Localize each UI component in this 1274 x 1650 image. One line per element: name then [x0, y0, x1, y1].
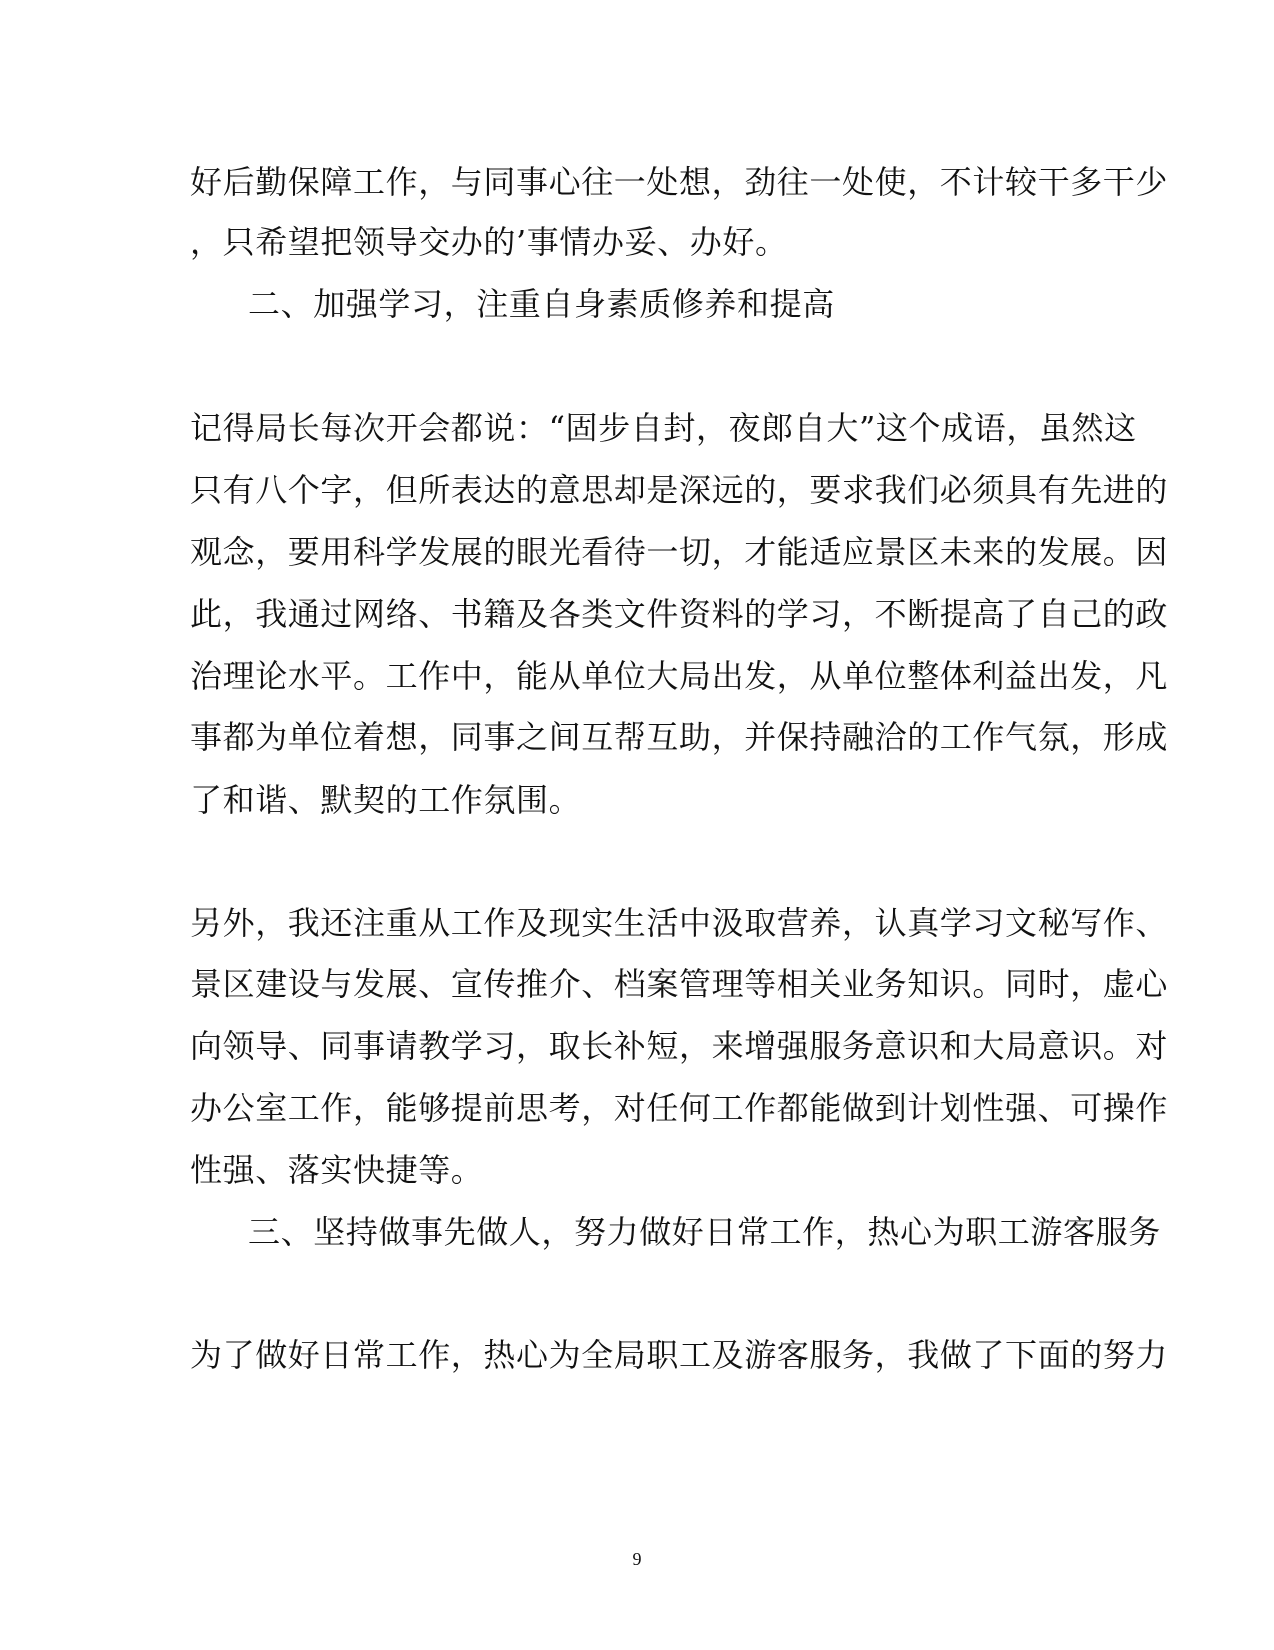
text-line: 了和谐、默契的工作氛围。	[190, 781, 582, 819]
text-line: 办公室工作，能够提前思考，对任何工作都能做到计划性强、可操作	[190, 1089, 1169, 1127]
text-line: ，只希望把领导交办的’事情办妥、办好。	[190, 223, 788, 261]
page-number: 9	[632, 1549, 642, 1569]
text-line: 性强、落实快捷等。	[190, 1151, 484, 1189]
text-line: 为了做好日常工作，热心为全局职工及游客服务，我做了下面的努力	[190, 1336, 1169, 1374]
text-line: 记得局长每次开会都说：“固步自封，夜郎自大”这个成语，虽然这	[190, 409, 1137, 447]
text-line: 此，我通过网络、书籍及各类文件资料的学习，不断提高了自己的政	[190, 595, 1169, 633]
section-heading: 二、加强学习，注重自身素质修养和提高	[248, 285, 835, 323]
text-line: 治理论水平。工作中，能从单位大局出发，从单位整体利益出发，凡	[190, 657, 1169, 695]
section-heading: 三、坚持做事先做人，努力做好日常工作，热心为职工游客服务	[248, 1213, 1161, 1251]
text-line: 只有八个字，但所表达的意思却是深远的，要求我们必须具有先进的	[190, 471, 1169, 509]
text-line: 观念，要用科学发展的眼光看待一切，才能适应景区未来的发展。因	[190, 533, 1169, 571]
text-line: 另外，我还注重从工作及现实生活中汲取营养，认真学习文秘写作、	[190, 904, 1169, 942]
text-line: 向领导、同事请教学习，取长补短，来增强服务意识和大局意识。对	[190, 1027, 1169, 1065]
text-line: 事都为单位着想，同事之间互帮互助，并保持融洽的工作气氛，形成	[190, 718, 1169, 756]
text-line: 景区建设与发展、宣传推介、档案管理等相关业务知识。同时，虚心	[190, 965, 1169, 1003]
text-line: 好后勤保障工作，与同事心往一处想，劲往一处使，不计较干多干少	[190, 163, 1169, 201]
